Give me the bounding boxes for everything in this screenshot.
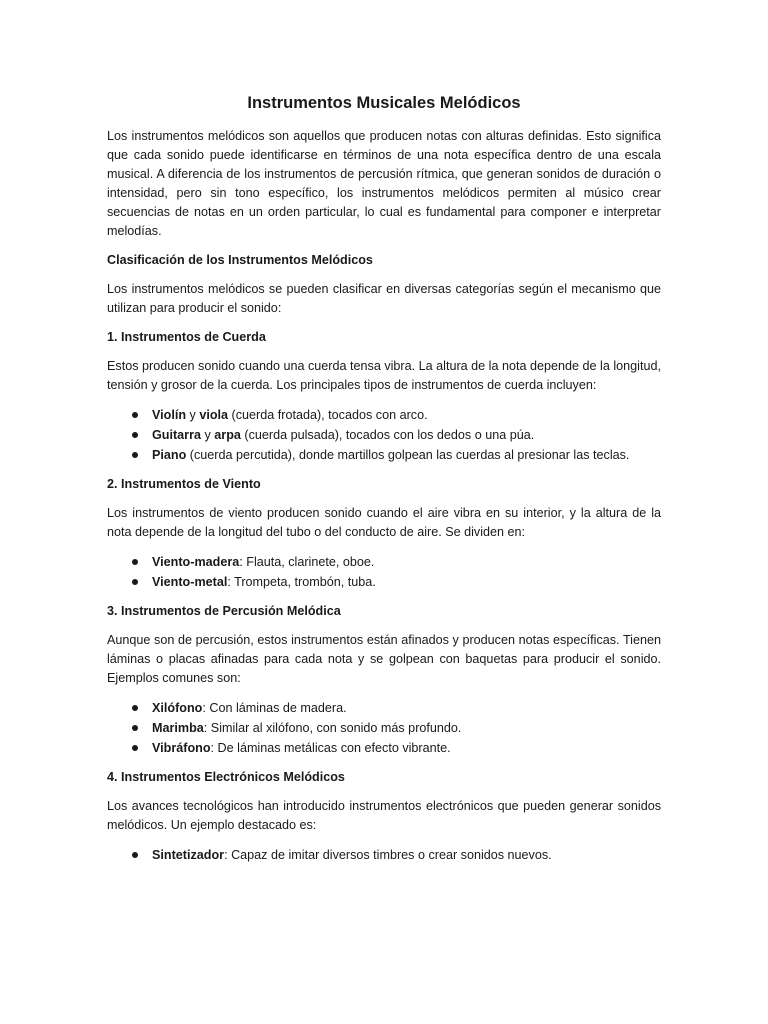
item-term: Violín: [152, 408, 187, 422]
item-description: (cuerda pulsada), tocados con los dedos o una púa.: [240, 428, 535, 442]
bullet-icon: [132, 412, 138, 418]
item-joiner: y: [201, 428, 215, 442]
section-heading-percusion: 3. Instrumentos de Percusión Melódica: [107, 604, 341, 618]
bullet-icon: [132, 725, 138, 731]
item-term: Guitarra: [152, 428, 201, 442]
bullet-list-viento: [107, 552, 661, 592]
item-description: : Flauta, clarinete, oboe.: [239, 555, 375, 569]
intro-paragraph: Los instrumentos melódicos son aquellos que producen notas con alturas definidas. Esto significa que cada sonido puede identificarse en términos de una nota específica dentro de una escala musical. A diferencia de los instrumentos de percusión rítmica, que generan sonidos de duración o intensidad, pero sin tono específico, los instrumentos melódicos permiten al músico crear secuencias de notas en un orden particular, lo cual es fundamental para componer e interpretar melodías.: [107, 129, 661, 238]
list-item: [107, 572, 661, 592]
classification-paragraph: Los instrumentos melódicos se pueden clasificar en diversas categorías según el mecanismo que utilizan para producir el sonido:: [107, 282, 661, 315]
item-term: Vibráfono: [152, 741, 211, 755]
section-paragraph-cuerda: Estos producen sonido cuando una cuerda tensa vibra. La altura de la nota depende de la longitud, tensión y grosor de la cuerda. Los principales tipos de instrumentos de cuerda incluyen:: [107, 359, 661, 392]
item-term: Sintetizador: [152, 848, 225, 862]
item-joiner: y: [186, 408, 200, 422]
item-term: Xilófono: [152, 701, 203, 715]
list-item: [107, 698, 661, 718]
item-term: viola: [199, 408, 229, 422]
bullet-list-electronicos: [107, 845, 661, 865]
bullet-list-cuerda: [107, 405, 661, 465]
bullet-icon: [132, 705, 138, 711]
section-paragraph-percusion: Aunque son de percusión, estos instrumentos están afinados y producen notas específicas. Tienen láminas o placas afinadas para cada nota y se golpean con baquetas para producir el sonido. Ejemplos comunes son:: [107, 633, 661, 685]
item-description: : Trompeta, trombón, tuba.: [227, 575, 376, 589]
list-item: [107, 552, 661, 572]
item-term: Viento-metal: [152, 575, 228, 589]
bullet-icon: [132, 559, 138, 565]
item-description: : Similar al xilófono, con sonido más profundo.: [203, 721, 462, 735]
item-term: Marimba: [152, 721, 204, 735]
item-term: Piano: [152, 448, 187, 462]
classification-heading: Clasificación de los Instrumentos Melódicos: [107, 253, 373, 267]
list-item: [107, 405, 661, 425]
document-title: Instrumentos Musicales Melódicos: [247, 94, 521, 112]
section-heading-cuerda: 1. Instrumentos de Cuerda: [107, 330, 266, 344]
bullet-icon: [132, 745, 138, 751]
section-heading-electronicos: 4. Instrumentos Electrónicos Melódicos: [107, 770, 345, 784]
section-heading-viento: 2. Instrumentos de Viento: [107, 477, 261, 491]
item-description: : De láminas metálicas con efecto vibrante.: [210, 741, 451, 755]
bullet-list-percusion: [107, 698, 661, 758]
item-description: (cuerda frotada), tocados con arco.: [228, 408, 428, 422]
list-item: [107, 718, 661, 738]
bullet-icon: [132, 452, 138, 458]
item-term: Viento-madera: [152, 555, 240, 569]
item-description: : Con láminas de madera.: [202, 701, 347, 715]
section-paragraph-electronicos: Los avances tecnológicos han introducido instrumentos electrónicos que pueden generar sonidos melódicos. Un ejemplo destacado es:: [107, 799, 661, 832]
item-term: arpa: [214, 428, 241, 442]
list-item: [107, 738, 661, 758]
section-paragraph-viento: Los instrumentos de viento producen sonido cuando el aire vibra en su interior, y la altura de la nota depende de la longitud del tubo o del conducto de aire. Se dividen en:: [107, 506, 661, 539]
bullet-icon: [132, 852, 138, 858]
item-description: : Capaz de imitar diversos timbres o crear sonidos nuevos.: [224, 848, 552, 862]
bullet-icon: [132, 432, 138, 438]
bullet-icon: [132, 579, 138, 585]
list-item: [107, 845, 661, 865]
item-description: (cuerda percutida), donde martillos golpean las cuerdas al presionar las teclas.: [186, 448, 630, 462]
list-item: [107, 445, 661, 465]
list-item: [107, 425, 661, 445]
